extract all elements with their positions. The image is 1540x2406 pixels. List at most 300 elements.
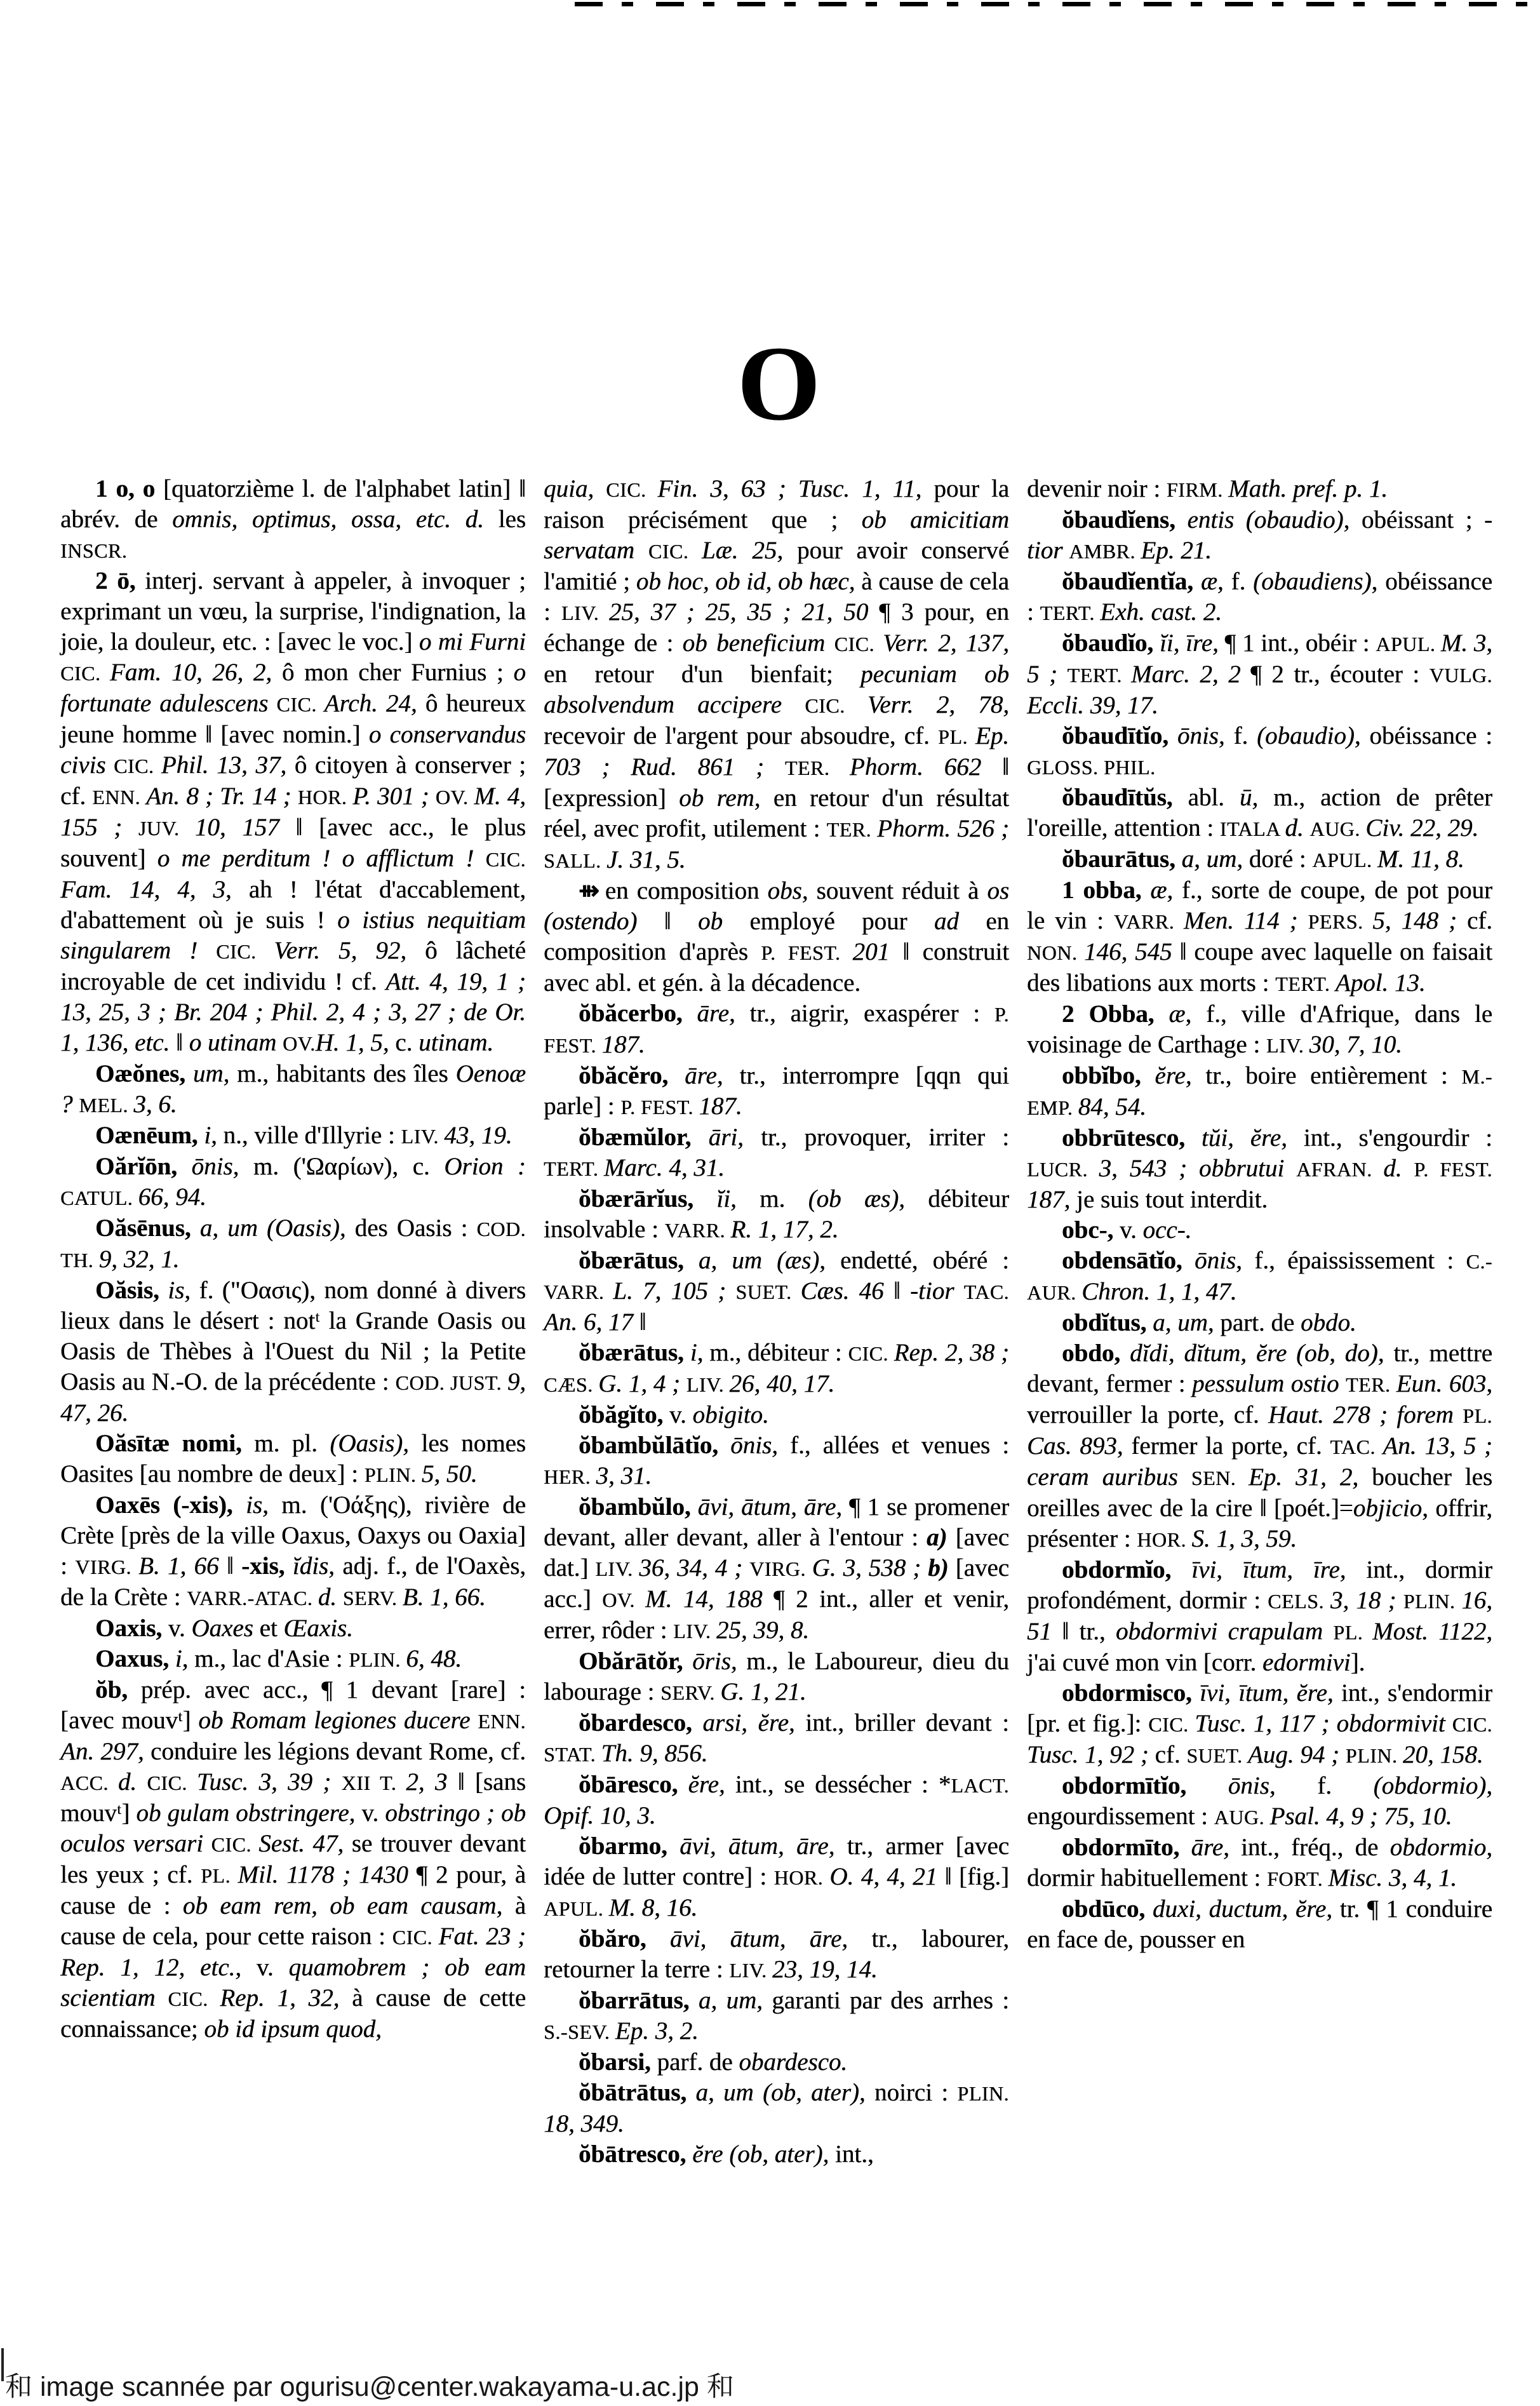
text-segment: recevoir de l'argent pour absoudre, cf. — [544, 722, 939, 749]
text-segment: a, um, — [1153, 1309, 1221, 1336]
text-segment: Aug. 94 ; — [1247, 1741, 1346, 1768]
text-segment: ‖ [fig.] — [944, 1863, 1010, 1890]
text-segment: duxi, ductum, ĕre, — [1152, 1895, 1340, 1923]
text-segment: ob Romam legiones ducere — [198, 1707, 478, 1734]
text-segment: edormivi — [1262, 1649, 1351, 1676]
text-segment: à cause de cette connaissance; — [60, 1984, 526, 2043]
text-segment: (obaudiens), — [1253, 568, 1386, 595]
text-segment: Exh. cast. 2. — [1100, 598, 1222, 626]
text-segment: ACC. — [60, 1771, 118, 1794]
entry-obaudiens — [1027, 505, 1492, 567]
entry-obdensatio — [1027, 1246, 1492, 1308]
entry-obauratus — [1027, 844, 1492, 875]
text-segment: ]. — [1350, 1649, 1365, 1676]
text-segment: a, um (Oasis), — [199, 1214, 355, 1242]
text-segment: int., s'endormir [pr. et fig.]: — [1027, 1679, 1492, 1737]
text-segment: M. 11, 8. — [1377, 845, 1464, 873]
text-segment: -tior — [1027, 506, 1493, 564]
text-segment: OV. — [602, 1589, 646, 1611]
text-segment: tr. ¶ 1 conduire en face de, pousser en — [1027, 1895, 1492, 1953]
text-segment: Phorm. 526 ; — [877, 815, 1009, 842]
entry-obc — [1027, 1215, 1492, 1246]
text-segment: obdensātĭo, — [1062, 1247, 1195, 1274]
text-segment: offrir, présenter : — [1027, 1495, 1492, 1552]
text-segment: ¶ 2 pour, à cause de : — [60, 1861, 526, 1919]
text-segment: Verr. 2, 137, — [883, 629, 1010, 657]
text-segment: TERT. — [1275, 972, 1336, 995]
text-segment: ŏbæmŭlor, — [579, 1124, 709, 1151]
text-segment: devenir noir : — [1027, 475, 1167, 502]
entry-obaemulor — [544, 1122, 1009, 1184]
text-segment: ōnis, — [1228, 1772, 1318, 1799]
text-segment: CIC. — [1452, 1713, 1493, 1736]
text-segment: ŏbātrātus, — [579, 2079, 696, 2106]
entry-obarratus — [544, 1986, 1009, 2047]
text-segment: APUL. — [1376, 633, 1441, 655]
text-segment: PL. — [201, 1864, 238, 1887]
text-segment: P. FEST. — [761, 941, 853, 964]
text-segment: int., dormir profondément, dormir : — [1027, 1556, 1492, 1614]
note-obs-composition — [544, 876, 1009, 998]
text-segment: CIC. — [648, 540, 702, 563]
section-letter-heading: O — [737, 325, 820, 443]
text-segment: ōnis, — [1195, 1247, 1255, 1274]
text-segment: An. 13, 5 ; ceram auribus — [1027, 1432, 1492, 1491]
text-segment: tŭi, ĕre, — [1201, 1124, 1304, 1152]
text-segment: o me perditum ! o afflictum ! — [157, 845, 486, 872]
text-segment: COD. TH. — [60, 1218, 526, 1272]
text-segment: doré : — [1249, 845, 1313, 873]
text-segment: Oaxis, — [95, 1615, 168, 1642]
text-segment: ŏbaudītŭs, — [1062, 784, 1188, 811]
text-segment: endetté, obéré : — [840, 1247, 1009, 1274]
arrow-icon: ⇻ — [579, 877, 605, 904]
text-segment: Oaxus, — [95, 1645, 175, 1672]
text-segment: æ, — [1150, 877, 1182, 904]
text-segment: Men. 114 ; — [1183, 907, 1308, 934]
text-segment: débiteur insolvable : — [544, 1185, 1009, 1243]
text-segment: Fin. 3, 63 ; Tusc. 1, 11, — [657, 475, 934, 502]
entry-obdormio — [1027, 1555, 1492, 1678]
text-segment: P. 301 ; — [352, 783, 436, 810]
text-segment: ob hoc, ob id, ob hæc, — [636, 568, 862, 595]
text-segment: obdormīto, — [1062, 1834, 1191, 1861]
text-segment: ŏbambŭlātĭo, — [579, 1432, 731, 1459]
text-segment: LIV. — [673, 1620, 716, 1643]
text-segment: obdormĭo, — [1062, 1556, 1192, 1583]
text-segment: TER. — [784, 756, 850, 779]
text-segment: CIC. — [60, 662, 110, 685]
text-segment: 43, 19. — [444, 1122, 512, 1149]
text-segment: Œaxis. — [283, 1615, 353, 1642]
text-segment: OV. — [435, 786, 474, 809]
entry-oaeneum — [60, 1120, 526, 1152]
text-segment: L. 7, 105 ; — [613, 1277, 736, 1305]
text-segment: ‖ — [893, 1277, 911, 1305]
text-segment: CIC. — [485, 848, 526, 871]
text-segment: ŏbāresco, — [579, 1771, 688, 1798]
text-segment: 1 obba, — [1062, 877, 1151, 904]
text-segment: PL. — [1463, 1404, 1492, 1427]
entry-obarator — [544, 1646, 1009, 1708]
text-segment: ŏbærātus, — [579, 1339, 690, 1366]
text-segment: Tusc. 3, 39 ; — [196, 1768, 342, 1796]
text-segment: ŏbaurātus, — [1062, 845, 1182, 873]
text-segment: ŏbærātus, — [579, 1247, 699, 1274]
text-segment: quia, — [544, 475, 606, 502]
text-segment: obdormio, — [1389, 1834, 1492, 1861]
text-segment: ‖ — [175, 1029, 189, 1056]
text-segment: Oaxēs (-xis), — [95, 1491, 246, 1519]
text-segment: CIC. — [276, 693, 325, 716]
text-segment: Rep. 2, 38 ; — [894, 1339, 1010, 1366]
text-segment: (obdormio), — [1373, 1772, 1492, 1799]
text-segment: ¶ 1 se promener devant, aller devant, aller à l'entour : — [544, 1493, 1009, 1551]
text-segment: os (ostendo) — [544, 877, 1009, 935]
text-segment: 36, 34, 4 ; — [639, 1554, 750, 1582]
text-segment: 3, 6. — [133, 1091, 177, 1118]
text-segment: f. — [1231, 568, 1254, 595]
entry-ob-continuation — [544, 474, 1009, 876]
text-segment: ob — [697, 908, 750, 935]
text-segment: Ep. 21. — [1141, 537, 1212, 564]
text-segment: ITALA — [1219, 817, 1285, 840]
text-segment: TERT. — [544, 1157, 604, 1180]
text-segment: v. — [361, 1799, 385, 1827]
entry-obardesco — [544, 1708, 1009, 1770]
text-segment: ob gulam obstringere, — [136, 1799, 362, 1827]
text-segment: Eccli. 39, 17. — [1027, 692, 1158, 719]
text-segment: Most. 1122, — [1372, 1618, 1492, 1645]
text-segment: STAT. — [544, 1743, 601, 1766]
text-segment: parf. de — [657, 2048, 739, 2076]
text-segment: Arch. 24, — [324, 690, 425, 717]
text-segment: 146, 545 — [1083, 938, 1180, 965]
text-segment: Ep. 31, 2, — [1248, 1463, 1372, 1491]
text-segment: en composition — [605, 877, 768, 904]
text-segment: āvi, ātum, āre, — [669, 1925, 872, 1952]
text-segment: f., sorte de coupe, de pot pour le vin : — [1027, 877, 1492, 934]
text-segment: Marc. 2, 2 — [1131, 661, 1251, 688]
text-segment: 20, 158. — [1402, 1741, 1483, 1768]
text-segment: ŏbaudĭens, — [1062, 506, 1188, 534]
text-segment: TAC. — [1330, 1435, 1383, 1458]
text-segment: HOR. — [297, 786, 353, 809]
text-segment: obigito. — [692, 1401, 769, 1428]
text-segment: dormir habituellement : — [1027, 1864, 1267, 1892]
text-segment: i, — [690, 1339, 710, 1366]
text-segment: SALL. — [544, 849, 606, 872]
text-segment: VARR.-ATAC. — [187, 1587, 318, 1610]
text-segment: en composition d'après — [544, 908, 1009, 965]
text-segment: P. FEST. — [544, 1003, 1010, 1057]
text-segment: a) — [927, 1524, 956, 1551]
text-segment: LIV. — [401, 1125, 445, 1148]
text-segment: ŏbambŭlo, — [579, 1493, 698, 1521]
text-segment: SUET. — [1186, 1744, 1248, 1767]
text-segment: S.-SEV. — [544, 2020, 615, 2043]
entry-obba-cup — [1027, 875, 1492, 999]
text-segment: is, — [246, 1491, 282, 1519]
text-segment: fermer la porte, cf. — [1131, 1432, 1330, 1460]
text-segment: TER. — [826, 818, 878, 841]
text-segment: Eun. 603, — [1396, 1370, 1492, 1397]
text-segment: arsi, ĕre, — [702, 1709, 806, 1737]
text-segment: Fam. 10, 26, 2, — [109, 659, 282, 686]
text-segment: adj. f., de l'Oaxès, de la Crète : — [60, 1552, 526, 1611]
text-segment: 1 o, o — [95, 475, 164, 502]
text-segment: se trouver devant les yeux ; cf. — [60, 1830, 526, 1888]
text-segment: d. — [318, 1583, 343, 1611]
text-segment: dĭdi, dĭtum, ĕre (ob, do), — [1130, 1340, 1394, 1367]
text-segment: obéissant ; — [1361, 506, 1485, 534]
entry-obaerarius — [544, 1184, 1009, 1246]
text-segment: obstringo ; ob oculos versari — [60, 1799, 526, 1857]
text-segment: Verr. 2, 78, — [867, 691, 1010, 718]
entry-oasis — [60, 1275, 526, 1428]
text-segment: 187. — [601, 1031, 645, 1058]
text-segment: ENN. — [478, 1710, 526, 1733]
text-segment: abl. — [1188, 784, 1240, 811]
text-segment: ‖ [avec acc., le plus souvent] — [60, 814, 526, 872]
text-segment: obbĭbo, — [1062, 1062, 1155, 1089]
text-segment: 66, 94. — [138, 1183, 206, 1211]
entry-obaresco — [544, 1770, 1009, 1831]
text-segment: ōnis, — [191, 1153, 253, 1180]
text-segment: ad — [934, 908, 986, 935]
text-segment: ŏbaudĭentĭa, — [1062, 568, 1201, 595]
text-segment: obdūco, — [1062, 1895, 1153, 1923]
text-segment: PERS. — [1308, 910, 1373, 933]
entry-obatresco-continuation — [1027, 474, 1492, 505]
text-segment: Opif. 10, 3. — [544, 1802, 656, 1829]
text-segment: PLIN. — [1345, 1744, 1403, 1767]
text-segment: is, — [168, 1277, 199, 1304]
text-segment: a, um (æs), — [698, 1247, 840, 1274]
text-segment: ĭdis, — [292, 1552, 343, 1580]
text-segment: 5, 50. — [421, 1460, 478, 1488]
text-segment: Oăsēnus, — [95, 1214, 200, 1242]
text-segment: 25, 37 ; 25, 35 ; 21, 50 — [608, 598, 880, 626]
text-segment: ŏbardesco, — [579, 1709, 703, 1737]
text-segment: ‖ coupe avec laquelle on faisait des libations aux morts : — [1027, 938, 1493, 997]
text-segment: LIV. — [1266, 1034, 1309, 1057]
text-segment: O. 4, 4, 21 — [829, 1863, 945, 1890]
text-segment: 187, — [1027, 1186, 1076, 1213]
text-segment: VIRG. — [75, 1556, 138, 1578]
text-segment: en retour d'un bienfait; — [544, 661, 860, 688]
text-segment: J. 31, 5. — [606, 846, 686, 873]
text-segment: āvi, ātum, āre, — [680, 1832, 847, 1860]
text-segment: An. 8 ; Tr. 14 ; — [145, 783, 298, 810]
text-segment: Att. 4, 19, 1 ; 13, 25, 3 ; Br. 204 ; Phil. 2, 4 ; 3, 27 ; de Or. 1, 136, etc. — [60, 968, 526, 1056]
text-segment: pessulum ostio — [1191, 1370, 1346, 1397]
text-segment: (obaudio), — [1257, 722, 1370, 749]
text-segment: VIRG. — [749, 1557, 812, 1580]
text-segment: engourdissement : — [1027, 1803, 1214, 1830]
text-segment: ŏbăcĕro, — [579, 1062, 685, 1089]
text-segment: ob rem, — [679, 784, 773, 812]
scan-artifact-top-dashes — [575, 2, 1537, 6]
text-segment: Sest. 47, — [258, 1830, 352, 1857]
text-segment: obs, — [767, 877, 817, 904]
text-segment: CIC. — [834, 633, 883, 655]
text-segment: Apol. 13. — [1335, 969, 1426, 997]
text-segment: Rep. 1, 32, — [220, 1984, 352, 2012]
text-segment: les nomes Oasites [au nombre de deux] : — [60, 1430, 526, 1488]
text-segment: ô lâcheté incroyable de cet individu ! cf. — [60, 937, 526, 995]
text-segment: VARR. — [544, 1280, 613, 1303]
text-segment: m., action de prêter l'oreille, attention : — [1027, 784, 1492, 842]
text-segment: m., lac d'Asie : — [194, 1645, 349, 1672]
text-segment: f., allées et venues : — [789, 1432, 1010, 1459]
text-segment: i, — [204, 1122, 224, 1149]
entry-obarsi — [544, 2047, 1009, 2078]
text-column-3 — [1027, 474, 1492, 2170]
text-segment: 2, 3 — [406, 1768, 458, 1796]
text-segment: LIV. — [686, 1373, 730, 1396]
text-segment: āre, — [697, 1000, 750, 1027]
text-segment: v. — [1120, 1216, 1143, 1244]
text-segment: je suis tout interdit. — [1076, 1186, 1268, 1213]
text-segment: obdo. — [1300, 1309, 1356, 1336]
text-segment: 3, 31. — [596, 1462, 652, 1489]
text-segment: Oænēum, — [95, 1122, 204, 1149]
text-segment: Psal. 4, 9 ; 75, 10. — [1269, 1803, 1452, 1830]
text-segment: ĕre, — [688, 1771, 735, 1798]
entry-obbrutesco — [1027, 1123, 1492, 1215]
text-segment: LIV. — [561, 602, 609, 624]
text-segment: ōris, — [692, 1648, 747, 1675]
entry-obagito — [544, 1400, 1009, 1430]
text-segment: CIC. — [606, 478, 658, 501]
text-segment: ‖ tr., — [1062, 1618, 1116, 1645]
text-segment: TER. — [1345, 1373, 1396, 1396]
text-segment: int., se dessécher : * — [735, 1771, 951, 1798]
text-segment: ŏb, — [95, 1676, 141, 1704]
text-segment: int., s'engourdir : — [1303, 1124, 1492, 1152]
text-segment: o istius nequitiam singularem ! — [60, 906, 526, 964]
scan-artifact-left-edge — [1, 2348, 4, 2381]
text-segment: obdo, — [1062, 1340, 1130, 1367]
entry-o-interjection — [60, 566, 526, 1059]
text-segment: boucher les oreilles avec de la cire ‖ [poét.]= — [1027, 1463, 1493, 1522]
text-segment: 9, 47, 26. — [60, 1368, 526, 1427]
text-segment: XII T. — [341, 1771, 406, 1794]
text-segment: CIC. — [392, 1926, 439, 1949]
text-segment: ĭi, īre, — [1159, 629, 1225, 657]
entry-obambulatio — [544, 1430, 1009, 1492]
text-segment: LUCR. — [1027, 1158, 1099, 1181]
entry-obacero — [544, 1061, 1009, 1122]
text-segment: ‖ [sans mouvᵗ] — [60, 1768, 526, 1827]
text-segment: Civ. 22, 29. — [1365, 814, 1479, 842]
text-segment: APUL. — [544, 1897, 609, 1920]
text-segment: G. 1, 4 ; — [598, 1370, 686, 1397]
text-segment: 23, 19, 14. — [772, 1956, 878, 1983]
text-segment: Ep. 703 ; Rud. 861 ; — [544, 722, 1009, 781]
text-segment: obdormītĭo, — [1062, 1772, 1228, 1799]
text-segment: æ, — [1200, 568, 1231, 595]
text-segment: [avec dat.] — [544, 1524, 1009, 1582]
text-segment: Mil. 1178 ; 1430 — [238, 1861, 417, 1888]
text-segment: G. 1, 21. — [720, 1678, 807, 1705]
text-segment: -xis, — [241, 1552, 293, 1580]
entry-obaeratus-adj — [544, 1246, 1009, 1338]
text-segment: f. — [1233, 722, 1257, 749]
text-segment: 6, 48. — [406, 1645, 462, 1672]
entry-oaxes — [60, 1490, 526, 1613]
text-segment: tr., boire entièrement : — [1205, 1062, 1462, 1089]
text-segment: f. ("Οασις), nom donné à divers lieux dans le désert : notᵗ la Grande Oasis ou Oasis de Thèbes à l'Ouest du Nil ; la Petite Oasis au N.-O. de la précédente : — [60, 1277, 526, 1395]
text-segment: ‖ — [664, 908, 698, 935]
text-segment: 2 ō, — [95, 567, 145, 595]
text-segment: (ob æs), — [808, 1185, 928, 1213]
text-segment: quamobrem ; ob eam scientiam — [60, 1954, 526, 2012]
text-segment: SERV. — [342, 1587, 403, 1610]
text-segment: o conservandus civis — [60, 721, 526, 779]
text-segment: 26, 40, 17. — [729, 1370, 835, 1397]
text-segment: 9, 32, 1. — [98, 1246, 180, 1273]
text-segment: ‖ — [226, 1552, 242, 1580]
text-segment: b) — [928, 1554, 956, 1582]
text-segment: (Oasis), — [330, 1430, 422, 1457]
text-segment: R. 1, 17, 2. — [730, 1216, 839, 1243]
entry-oasenus — [60, 1213, 526, 1275]
text-segment: noirci : — [874, 2079, 958, 2106]
text-segment: m., le Laboureur, dieu du labourage : — [544, 1648, 1009, 1705]
text-segment: CIC. — [211, 1833, 259, 1856]
text-segment: ¶ 1 int., obéir : — [1224, 629, 1376, 657]
entry-obbibo — [1027, 1061, 1492, 1123]
text-segment: Tusc. 1, 92 ; — [1027, 1741, 1155, 1768]
text-segment: Cæs. 46 — [800, 1277, 894, 1305]
text-segment: Fat. 23 ; Rep. 1, 12, etc., — [60, 1923, 526, 1981]
text-segment: ŏbarsi, — [579, 2048, 657, 2076]
text-segment: AUG. — [1309, 817, 1366, 840]
text-segment: cf. — [1155, 1741, 1187, 1768]
text-segment: ¶ 2 tr., écouter : — [1250, 661, 1430, 688]
text-segment: [avec acc.] — [544, 1554, 1009, 1613]
text-segment: 5, 148 ; — [1372, 907, 1467, 934]
text-segment: CIC. — [848, 1342, 894, 1365]
text-segment: ‖ [expression] — [544, 753, 1009, 812]
text-segment: Misc. 3, 4, 1. — [1328, 1864, 1457, 1892]
text-segment: omnis, optimus, ossa, etc. d. — [172, 506, 484, 533]
text-segment: āre, — [1191, 1834, 1242, 1861]
entry-obdormitio — [1027, 1771, 1492, 1832]
text-segment: ōnis, — [730, 1432, 790, 1459]
text-segment: Fam. 14, 4, 3, — [60, 876, 249, 903]
text-segment: ô mon cher Furnius ; — [281, 659, 514, 686]
text-segment: pour la raison précisément que ; — [544, 475, 1010, 534]
text-segment: 16, 51 — [1027, 1587, 1493, 1645]
text-segment: utinam. — [418, 1029, 494, 1056]
text-segment: occ-. — [1142, 1216, 1192, 1244]
text-segment: objicio, — [1353, 1495, 1436, 1522]
text-segment: PLIN. — [1403, 1590, 1462, 1613]
text-segment: j'ai cuvé mon vin [corr. — [1027, 1649, 1262, 1676]
text-segment: PLIN. — [364, 1463, 422, 1486]
text-segment: CATUL. — [60, 1186, 138, 1209]
text-segment: entis (obaudio), — [1187, 506, 1362, 534]
text-segment: ob eam rem, ob eam causam, — [182, 1892, 515, 1919]
text-segment: tr., interrompre [qqn qui parle] : — [544, 1062, 1009, 1120]
text-segment: ĭi, — [716, 1185, 760, 1213]
text-segment: f., épaississement : — [1254, 1247, 1466, 1274]
text-segment: m., habitants des îles — [237, 1060, 456, 1087]
text-segment: m. ('Οάξης), rivière de Crète [près de la ville Oaxus, Oaxys ou Oaxia] : — [60, 1491, 526, 1580]
